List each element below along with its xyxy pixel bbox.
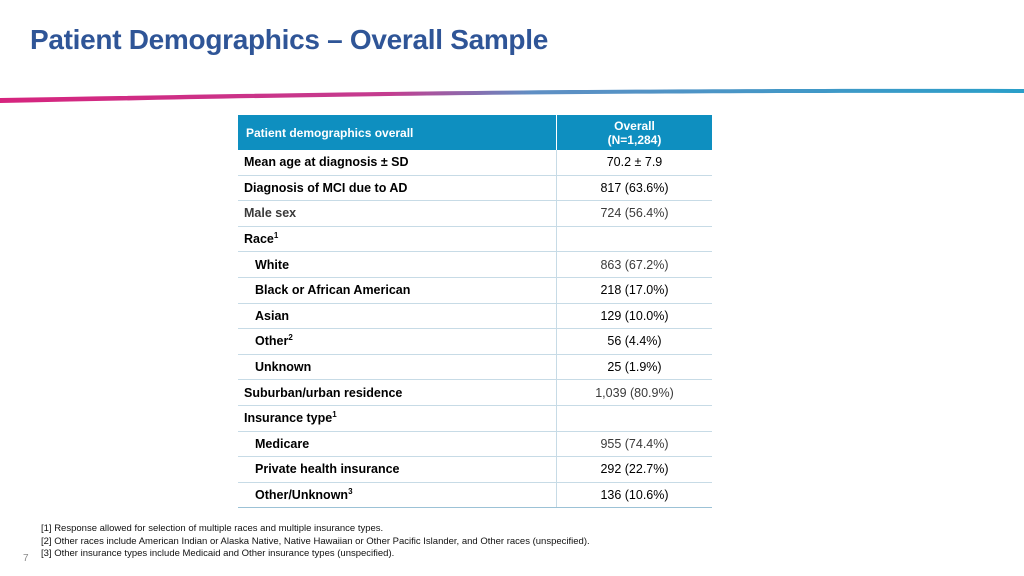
row-label: Asian — [238, 303, 557, 329]
row-label: Diagnosis of MCI due to AD — [238, 175, 557, 201]
row-label: Male sex — [238, 201, 557, 227]
demographics-table — [238, 115, 712, 508]
table-row — [238, 457, 712, 483]
table-row — [238, 380, 712, 406]
row-label: Mean age at diagnosis ± SD — [238, 150, 557, 175]
table-header-row — [238, 115, 712, 150]
table-row — [238, 431, 712, 457]
table-row — [238, 175, 712, 201]
row-value: 56 (4.4%) — [557, 329, 713, 355]
row-label: White — [238, 252, 557, 278]
table-row — [238, 303, 712, 329]
header-overall-line2: (N=1,284) — [607, 132, 662, 147]
row-value: 724 (56.4%) — [557, 201, 713, 227]
footnote-marker: 1 — [273, 230, 279, 240]
row-label: Private health insurance — [238, 457, 557, 483]
row-value: 136 (10.6%) — [557, 482, 713, 508]
row-label: Race$^1$ — [238, 226, 557, 252]
row-label: Black or African American — [238, 277, 557, 303]
row-value — [557, 226, 713, 252]
row-value: 25 (1.9%) — [557, 354, 713, 380]
footnotes — [41, 523, 590, 561]
row-value: 955 (74.4%) — [557, 431, 713, 457]
decorative-swoosh — [0, 84, 1024, 108]
footnote: [1] Response allowed for selection of multiple races and multiple insurance types. — [41, 523, 384, 534]
row-label: Medicare — [238, 431, 557, 457]
footnote: [3] Other insurance types include Medicaid and Other insurance types (unspecified). — [41, 548, 395, 560]
table-row — [238, 329, 712, 355]
row-label: Other$^2$ — [238, 329, 557, 355]
header-overall-line1: Overall — [614, 118, 655, 133]
row-value: 129 (10.0%) — [557, 303, 713, 329]
row-value: 863 (67.2%) — [557, 252, 713, 278]
page-number: 7 — [23, 553, 29, 564]
slide-title: Patient Demographics – Overall Sample — [30, 24, 548, 55]
row-value: 1,039 (80.9%) — [557, 380, 713, 406]
header-label: Patient demographics overall — [238, 115, 557, 150]
footnote: [2] Other races include American Indian or Alaska Native, Native Hawaiian or Other Pacific Islander, and Other races (unspecified). — [41, 535, 590, 547]
row-label: Insurance type$^1$ — [238, 405, 557, 431]
table-row — [238, 226, 712, 252]
row-value: 218 (17.0%) — [557, 277, 713, 303]
row-value: 817 (63.6%) — [557, 175, 713, 201]
row-label: Other/Unknown$^3$ — [238, 482, 557, 508]
table-row — [238, 354, 712, 380]
row-label: Suburban/urban residence — [238, 380, 557, 406]
table-row — [238, 201, 712, 227]
row-value: 70.2 ± 7.9 — [557, 150, 713, 175]
table-row — [238, 482, 712, 508]
table-row — [238, 150, 712, 175]
row-value: 292 (22.7%) — [557, 457, 713, 483]
table-row — [238, 277, 712, 303]
footnote-marker: 1 — [332, 410, 337, 420]
header-overall — [557, 115, 713, 150]
row-label: Unknown — [238, 354, 557, 380]
footnote-marker: 3 — [348, 486, 353, 496]
footnote-marker: 2 — [288, 333, 293, 343]
table-row — [238, 405, 712, 431]
table-row — [238, 252, 712, 278]
row-value — [557, 405, 713, 431]
